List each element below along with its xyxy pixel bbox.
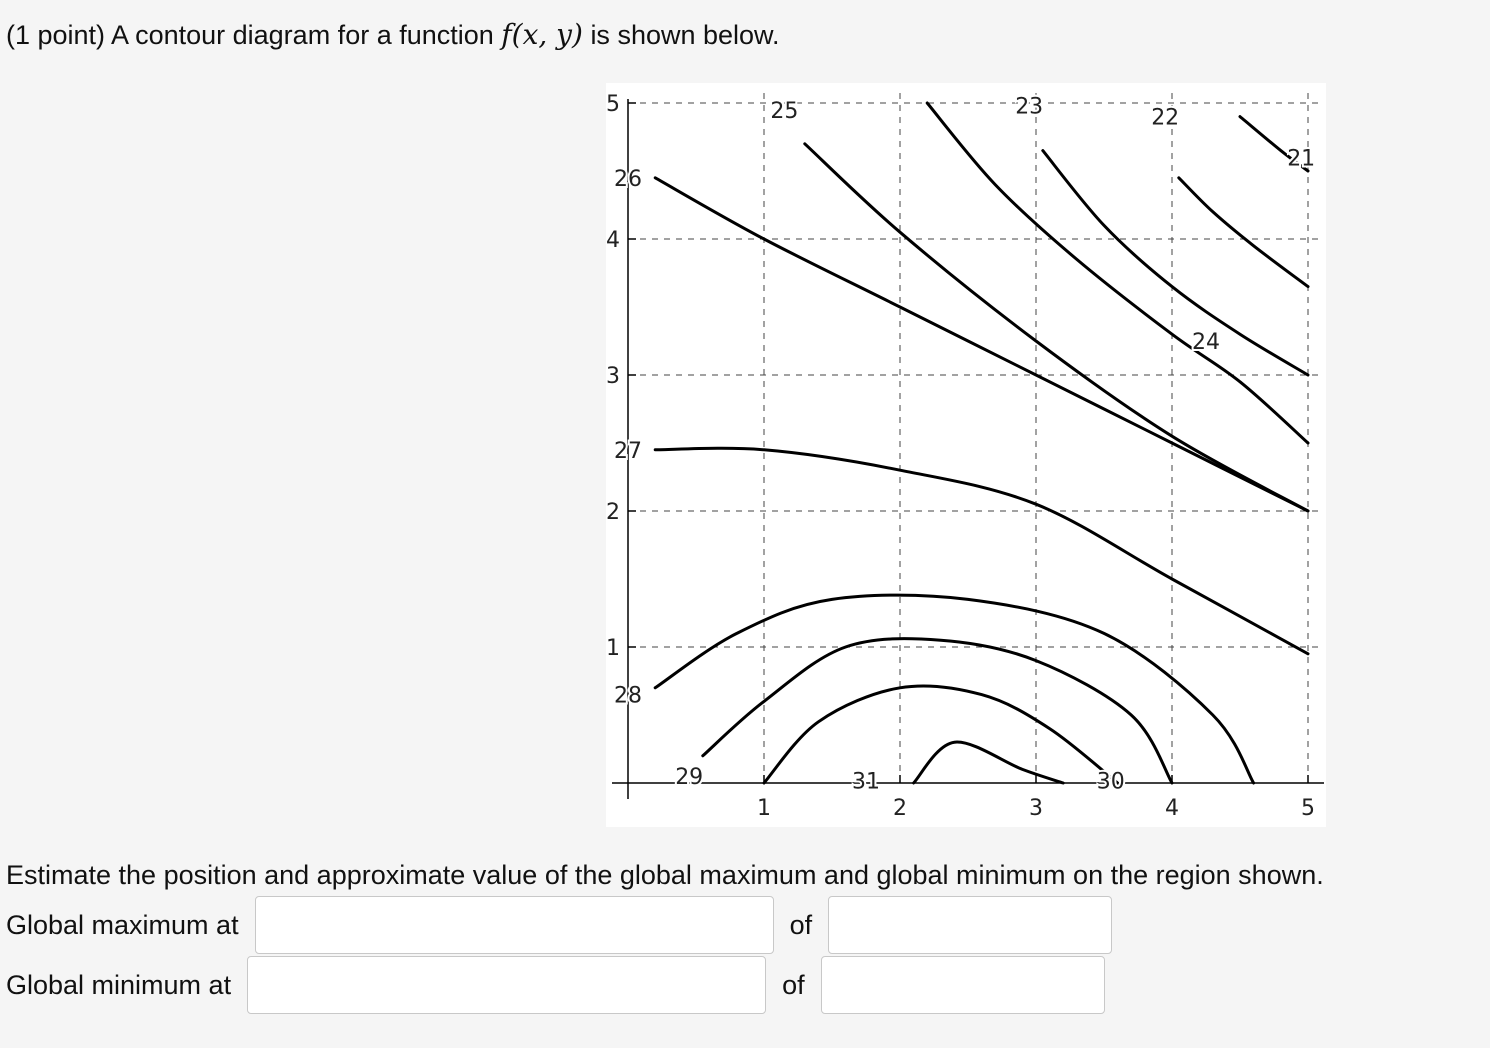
problem-intro: (1 point) A contour diagram for a function: [6, 20, 494, 50]
global-maximum-position-input[interactable]: [255, 896, 774, 954]
global-maximum-row: [6, 896, 1112, 954]
x-tick-label: 3: [1029, 796, 1043, 821]
y-tick-label: 1: [606, 636, 620, 661]
grid-lines: [628, 91, 1322, 783]
contour-label-28: 28: [614, 683, 642, 709]
x-tick-label: 1: [757, 796, 771, 821]
contour-line-25: [805, 144, 1308, 511]
contour-label-27: 27: [614, 438, 642, 464]
contour-lines: [655, 103, 1308, 783]
contour-label-29: 29: [675, 765, 704, 791]
contour-label-23: 23: [1015, 94, 1044, 120]
contour-line-22: [1179, 178, 1308, 287]
global-minimum-position-input[interactable]: [247, 956, 766, 1014]
y-tick-label: 3: [606, 364, 620, 389]
contour-label-24: 24: [1192, 330, 1220, 355]
of-label: of: [789, 909, 813, 940]
x-tick-label: 4: [1165, 796, 1179, 821]
contour-plot: [606, 83, 1326, 827]
function-notation: f(x, y): [501, 18, 583, 51]
global-maximum-label: Global maximum at: [6, 909, 239, 940]
global-minimum-value-input[interactable]: [821, 956, 1105, 1014]
contour-label-21: 21: [1287, 146, 1316, 172]
question-prompt: Estimate the position and approximate value of the global maximum and global minimum on the region shown.: [6, 860, 1324, 890]
y-tick-label: 5: [606, 92, 620, 117]
contour-line-27: [655, 448, 1308, 654]
global-minimum-row: [6, 956, 1105, 1014]
contour-label-30: 30: [1096, 769, 1125, 795]
global-maximum-value-input[interactable]: [828, 896, 1112, 954]
y-tick-label: 4: [606, 228, 620, 253]
contour-line-29: [703, 639, 1172, 783]
of-label: of: [782, 969, 805, 1000]
contour-label-31: 31: [852, 769, 880, 795]
contour-line-31: [914, 742, 1064, 783]
contour-label-25: 25: [770, 98, 799, 124]
contour-label-26: 26: [614, 166, 642, 192]
y-tick-label: 2: [606, 500, 620, 525]
x-tick-label: 5: [1301, 796, 1315, 821]
problem-intro-end: is shown below.: [590, 20, 780, 50]
x-tick-label: 2: [893, 796, 907, 821]
global-minimum-label: Global minimum at: [6, 969, 232, 1000]
contour-line-30: [764, 686, 1118, 783]
problem-statement: [6, 18, 780, 51]
contour-diagram: [606, 83, 1326, 827]
contour-label-22: 22: [1151, 105, 1180, 131]
contour-line-24: [927, 103, 1308, 443]
